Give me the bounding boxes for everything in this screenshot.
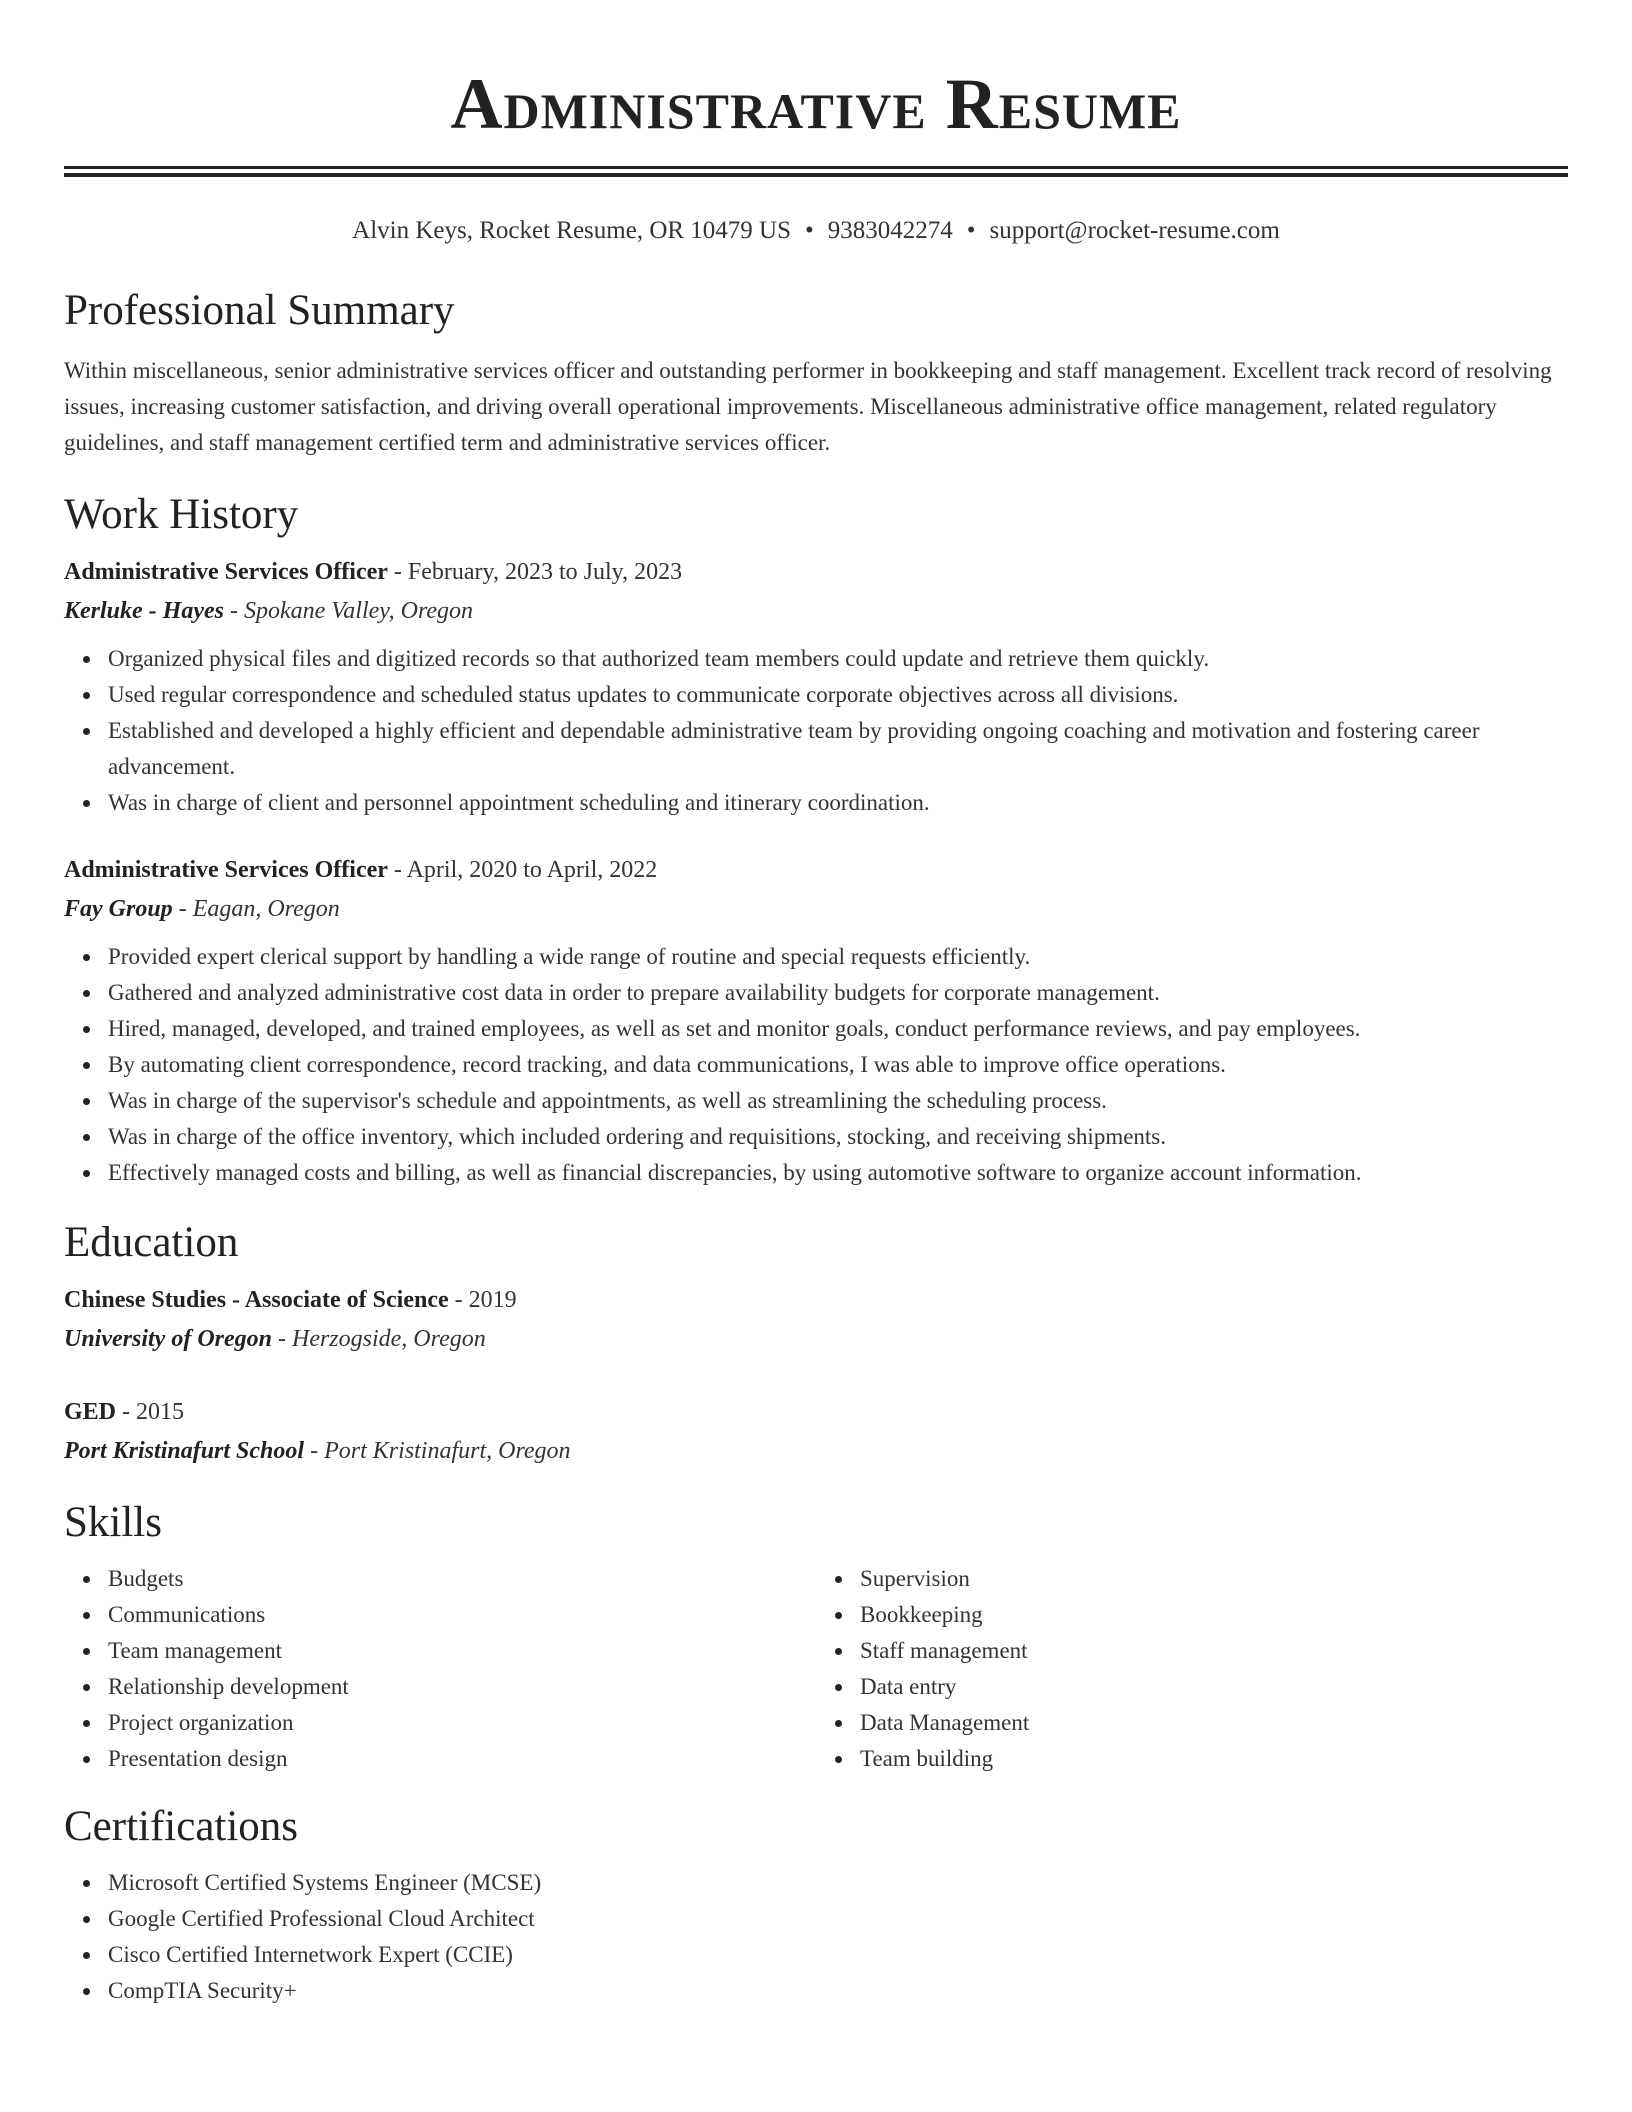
dash: - (116, 1399, 137, 1425)
dash: - (448, 1287, 469, 1313)
skill-item: Team building (860, 1741, 1568, 1777)
education-year: 2019 (468, 1287, 517, 1313)
education-location: Port Kristinafurt, Oregon (324, 1438, 571, 1464)
certification-item: Google Certified Professional Cloud Architect (108, 1901, 1568, 1937)
certification-item: CompTIA Security+ (108, 1973, 1568, 2009)
dash: - (387, 559, 408, 585)
education-location: Herzogside, Oregon (291, 1326, 486, 1352)
job-title: Administrative Services Officer (64, 559, 388, 585)
education-entry (64, 1393, 1568, 1471)
summary-text: Within miscellaneous, senior administrative services officer and outstanding performer in bookkeeping and staff management. Excellent track record of resolving issues, increasing customer satisfaction, and driving overall operational improvements. Miscellaneous administrative office management, related regulatory guidelines, and staff management certified term and administrative services officer. (64, 358, 1552, 455)
skill-item: Supervision (860, 1561, 1568, 1597)
job-duty-item: Established and developed a highly efficient and dependable administrative team by providing ongoing coaching and motivation and fostering career advancement. (108, 713, 1568, 785)
job-entry (64, 851, 1568, 1191)
skill-item: Budgets (108, 1561, 816, 1597)
certifications-list (64, 1865, 1568, 2009)
job-duty-item: Was in charge of the supervisor's schedule and appointments, as well as streamlining the scheduling process. (108, 1083, 1568, 1119)
skills-list-right (816, 1561, 1568, 1777)
contact-address: Alvin Keys, Rocket Resume, OR 10479 US (352, 217, 792, 244)
education-header (64, 1393, 1568, 1431)
certification-item: Cisco Certified Internetwork Expert (CCIE) (108, 1937, 1568, 1973)
dash: - (223, 598, 244, 624)
skill-item: Data entry (860, 1669, 1568, 1705)
education-school-line (64, 1319, 1568, 1359)
job-duty-item: Organized physical files and digitized records so that authorized team members could update and retrieve them quickly. (108, 641, 1568, 677)
job-duties (64, 939, 1568, 1191)
contact-line (64, 215, 1568, 247)
job-employer (64, 889, 1568, 929)
dash: - (271, 1326, 292, 1352)
job-company: Kerluke - Hayes (64, 598, 224, 624)
skill-item: Team management (108, 1633, 816, 1669)
education-school: Port Kristinafurt School (64, 1438, 305, 1464)
skill-item: Data Management (860, 1705, 1568, 1741)
education-year: 2015 (136, 1399, 185, 1425)
job-duty-item: Provided expert clerical support by handling a wide range of routine and special requests efficiently. (108, 939, 1568, 975)
dash: - (304, 1438, 325, 1464)
job-duty-item: Effectively managed costs and billing, as well as financial discrepancies, by using automotive software to organize account information. (108, 1155, 1568, 1191)
summary-heading: Professional Summary (64, 287, 455, 334)
job-location: Spokane Valley, Oregon (243, 598, 474, 624)
job-duty-item: Used regular correspondence and scheduled status updates to communicate corporate objectives across all divisions. (108, 677, 1568, 713)
education-heading: Education (64, 1219, 239, 1266)
education-school-line (64, 1431, 1568, 1471)
skills-columns (64, 1561, 1568, 1777)
skills-heading: Skills (64, 1499, 162, 1546)
job-header (64, 553, 1568, 591)
job-duty-item: Was in charge of the office inventory, which included ordering and requisitions, stocking, and receiving shipments. (108, 1119, 1568, 1155)
job-duty-item: Hired, managed, developed, and trained employees, as well as set and monitor goals, conduct performance reviews, and pay employees. (108, 1011, 1568, 1047)
summary-section (64, 285, 1568, 461)
job-duty-item: Gathered and analyzed administrative cost data in order to prepare availability budgets for corporate management. (108, 975, 1568, 1011)
dash: - (387, 857, 407, 883)
job-dates: April, 2020 to April, 2022 (406, 857, 658, 883)
title-double-rule (64, 166, 1568, 177)
dash: - (172, 896, 193, 922)
education-school: University of Oregon (64, 1326, 272, 1352)
education-degree: Chinese Studies - Associate of Science (64, 1287, 449, 1313)
resume-title: Administrative Resume (450, 64, 1182, 144)
skill-item: Staff management (860, 1633, 1568, 1669)
job-entry (64, 553, 1568, 821)
certifications-heading: Certifications (64, 1803, 299, 1850)
certification-item: Microsoft Certified Systems Engineer (MCSE) (108, 1865, 1568, 1901)
education-entry (64, 1281, 1568, 1359)
work-history-heading: Work History (64, 491, 299, 538)
education-degree: GED (64, 1399, 117, 1425)
skills-section (64, 1497, 1568, 1777)
job-company: Fay Group (64, 896, 173, 922)
job-duties (64, 641, 1568, 821)
skills-list-left (64, 1561, 816, 1777)
job-duty-item: By automating client correspondence, record tracking, and data communications, I was able to improve office operations. (108, 1047, 1568, 1083)
job-header (64, 851, 1568, 889)
job-location: Eagan, Oregon (192, 896, 340, 922)
contact-phone: 9383042274 (827, 217, 953, 244)
education-section (64, 1217, 1568, 1471)
skill-item: Project organization (108, 1705, 816, 1741)
job-employer (64, 591, 1568, 631)
job-title: Administrative Services Officer (64, 857, 388, 883)
job-duty-item: Was in charge of client and personnel appointment scheduling and itinerary coordination. (108, 785, 1568, 821)
contact-email: support@rocket-resume.com (989, 217, 1280, 244)
skill-item: Communications (108, 1597, 816, 1633)
skill-item: Bookkeeping (860, 1597, 1568, 1633)
job-dates: February, 2023 to July, 2023 (407, 559, 683, 585)
certifications-section (64, 1801, 1568, 2009)
education-header (64, 1281, 1568, 1319)
work-history-section (64, 489, 1568, 1191)
skill-item: Presentation design (108, 1741, 816, 1777)
skill-item: Relationship development (108, 1669, 816, 1705)
contact-separator: • (966, 217, 976, 244)
contact-separator: • (805, 217, 814, 244)
